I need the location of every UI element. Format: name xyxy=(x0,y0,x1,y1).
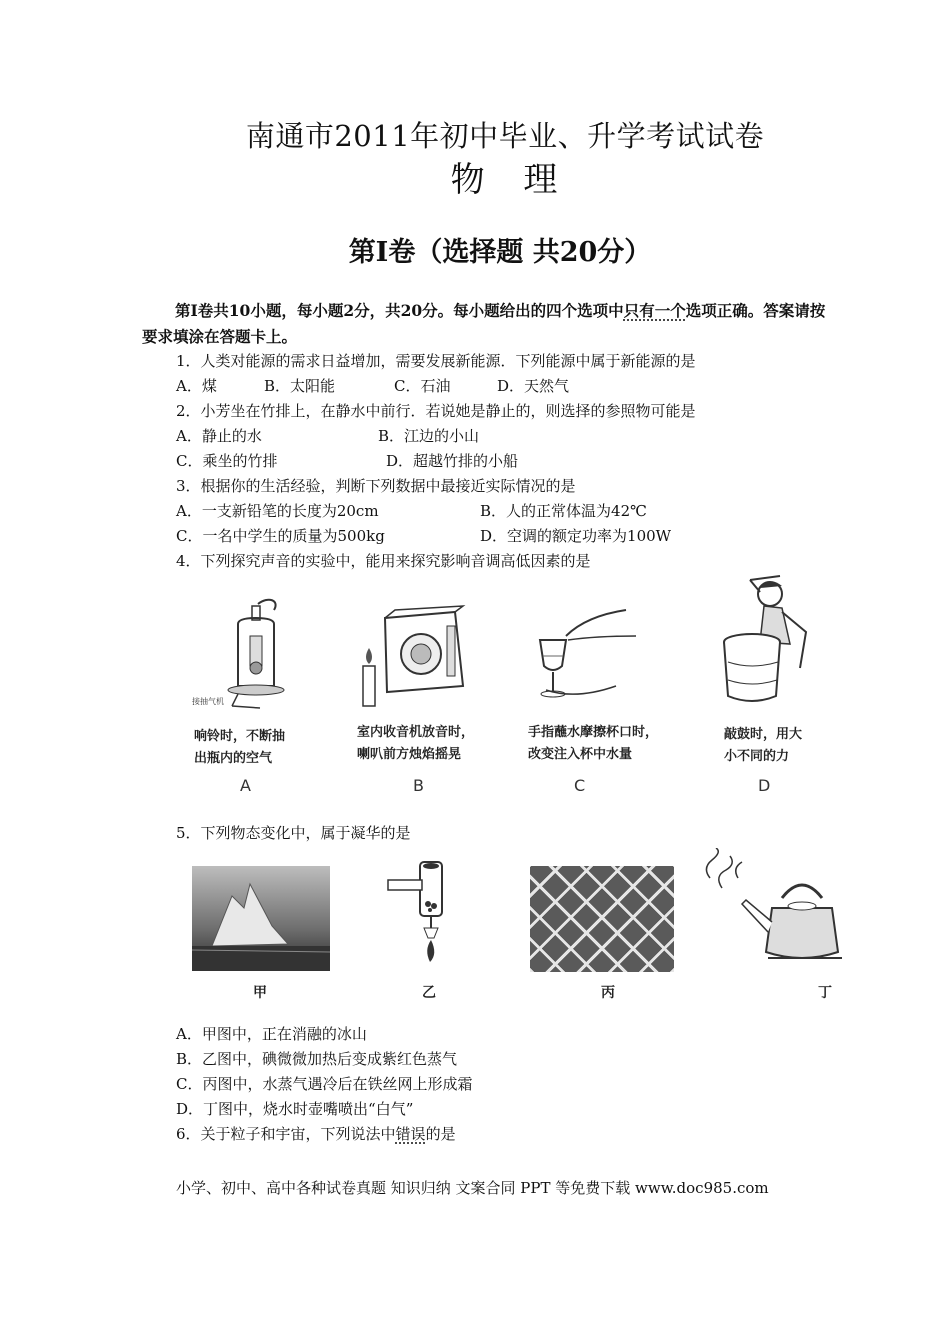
q2-option-b: B．江边的小山 xyxy=(378,427,480,445)
q5-option-d: D．丁图中，烧水时壶嘴喷出“白气” xyxy=(176,1100,414,1118)
q6-stem-part-2: 的是 xyxy=(425,1125,456,1143)
q4-c-letter: C xyxy=(574,776,586,795)
q2-stem: 2．小芳坐在竹排上，在静水中前行．若说她是静止的，则选择的参照物可能是 xyxy=(176,402,696,420)
iceberg-photo xyxy=(192,866,330,971)
q6-stem-part-1: 6．关于粒子和宇宙，下列说法中 xyxy=(176,1125,396,1143)
instructions-part-1: 第Ⅰ卷共10小题，每小题2分，共20分。每小题给出的四个选项中 xyxy=(175,301,624,320)
q2-option-a: A．静止的水 xyxy=(176,427,262,445)
instructions xyxy=(142,298,832,350)
page-footer: 小学、初中、高中各种试卷真题 知识归纳 文案合同 PPT 等免费下载 www.doc985.com xyxy=(176,1179,769,1197)
q3-option-d: D．空调的额定功率为100W xyxy=(480,527,672,545)
q4-figure-b xyxy=(355,596,495,796)
q3-option-a: A．一支新铅笔的长度为20cm xyxy=(176,502,379,520)
q5-option-b: B．乙图中，碘微微加热后变成紫红色蒸气 xyxy=(176,1050,458,1068)
q4-figure-a xyxy=(188,596,308,796)
q6-stem-emphasis: 错误 xyxy=(395,1125,426,1143)
q4-figure-c xyxy=(526,596,676,796)
radio-candle-illustration xyxy=(355,596,475,716)
q4-c-caption-2: 改变注入杯中水量 xyxy=(528,747,633,762)
q6-stem xyxy=(176,1124,456,1144)
instructions-part-2: 选项正确。答案请按要求填涂在答题卡上。 xyxy=(142,301,826,346)
q4-b-caption-1: 室内收音机放音时， xyxy=(357,725,475,740)
q3-stem: 3．根据你的生活经验，判断下列数据中最接近实际情况的是 xyxy=(176,477,576,495)
q3-option-c: C．一名中学生的质量为500kg xyxy=(176,527,385,545)
q4-a-caption-2: 出瓶内的空气 xyxy=(194,751,273,766)
q1-option-a: A．煤 xyxy=(176,377,217,395)
q1-option-b: B．太阳能 xyxy=(264,377,336,395)
q4-stem: 4．下列探究声音的实验中，能用来探究影响音调高低因素的是 xyxy=(176,552,591,570)
q4-c-caption-1: 手指蘸水摩擦杯口时， xyxy=(528,725,659,740)
wine-glass-illustration xyxy=(526,596,646,716)
q4-figure-d xyxy=(720,572,830,796)
q5-stem: 5．下列物态变化中，属于凝华的是 xyxy=(176,824,411,842)
q5-figure-ding-label: 丁 xyxy=(818,985,832,1001)
instructions-emphasis: 只有一个 xyxy=(623,301,686,320)
q1-stem: 1．人类对能源的需求日益增加，需要发展新能源．下列能源中属于新能源的是 xyxy=(176,352,696,370)
q4-d-caption-1: 敲鼓时，用大 xyxy=(724,727,803,742)
frost-mesh-photo xyxy=(530,866,674,972)
q5-option-a: A．甲图中，正在消融的冰山 xyxy=(176,1025,367,1043)
q2-option-c: C．乘坐的竹排 xyxy=(176,452,278,470)
q4-d-caption-2: 小不同的力 xyxy=(724,749,790,764)
q5-figure-bing-label: 丙 xyxy=(601,985,615,1001)
q1-option-c: C．石油 xyxy=(394,377,451,395)
kettle-illustration xyxy=(702,848,842,974)
section-heading: 第Ⅰ卷（选择题 共20分） xyxy=(348,237,652,268)
pump-label: 接抽气机 xyxy=(192,697,224,706)
q1-option-d: D．天然气 xyxy=(497,377,570,395)
subject-title: 物 理 xyxy=(450,160,572,200)
q5-figure-jia-label: 甲 xyxy=(253,985,267,1001)
q4-b-caption-2: 喇叭前方烛焰摇晃 xyxy=(357,747,462,762)
q5-figure-yi-label: 乙 xyxy=(422,985,436,1001)
exam-title: 南通市2011年初中毕业、升学考试试卷 xyxy=(245,119,765,153)
q2-option-d: D．超越竹排的小船 xyxy=(386,452,519,470)
drummer-illustration xyxy=(720,572,820,712)
iodine-heating-illustration xyxy=(382,858,462,970)
q4-a-caption-1: 响铃时，不断抽 xyxy=(194,729,286,744)
q4-a-letter: A xyxy=(240,776,251,795)
q5-option-c: C．丙图中，水蒸气遇冷后在铁丝网上形成霜 xyxy=(176,1075,473,1093)
q4-b-letter: B xyxy=(413,776,424,795)
q3-option-b: B．人的正常体温为42℃ xyxy=(480,502,647,520)
q4-d-letter: D xyxy=(758,776,771,795)
